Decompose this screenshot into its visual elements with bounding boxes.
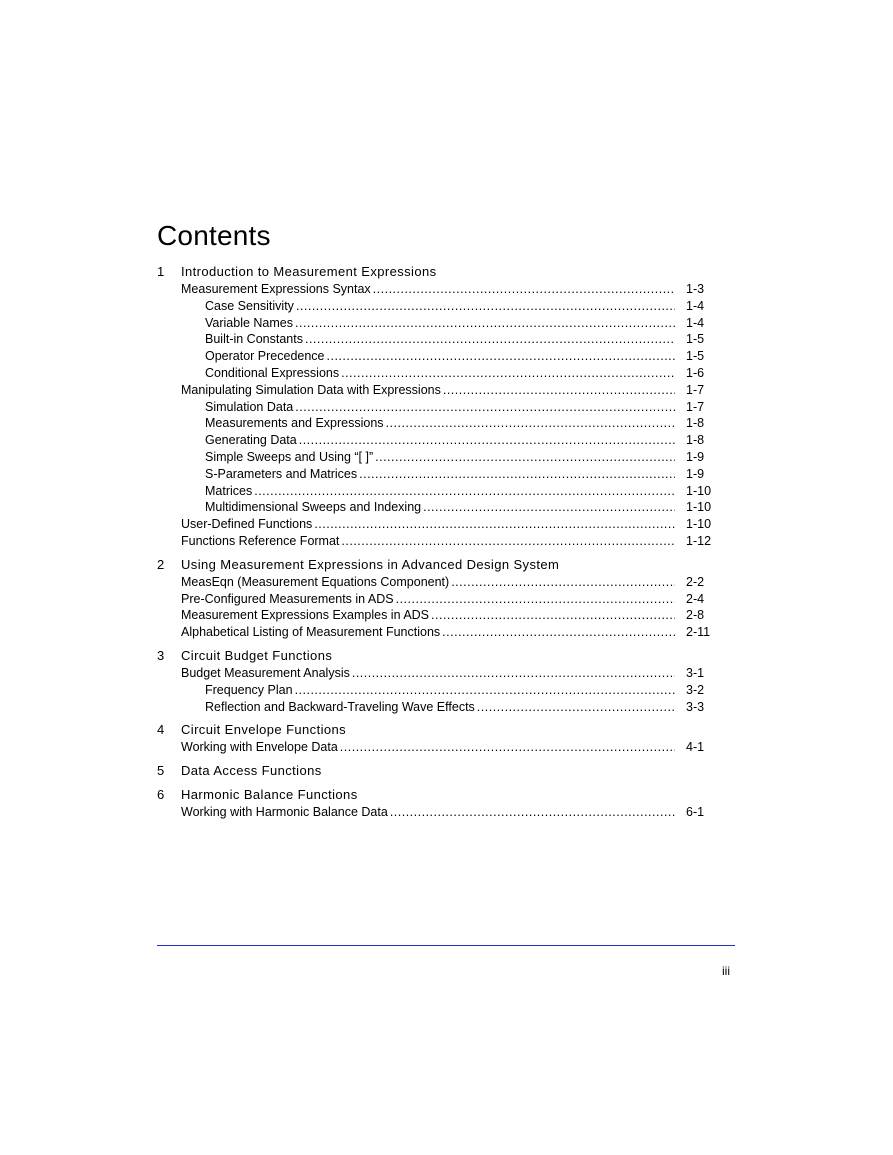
entry-page-number: 3-2 [686, 682, 705, 697]
entry-label-wrap [205, 298, 675, 315]
chapter-number: 5 [157, 763, 165, 779]
dot-leader [477, 699, 675, 716]
entry-label-wrap [181, 591, 675, 608]
toc-chapter [157, 647, 717, 715]
entry-label: Measurements and Expressions [205, 416, 384, 431]
entry-label: S-Parameters and Matrices [205, 466, 358, 481]
chapter-number: 1 [157, 264, 165, 279]
toc-subsection-entry[interactable] [157, 449, 717, 466]
chapter-heading[interactable] [157, 762, 717, 780]
toc-chapter [157, 762, 717, 780]
entry-page-number: 2-8 [686, 608, 705, 623]
entry-label-wrap [181, 607, 675, 624]
chapter-heading[interactable] [157, 647, 717, 665]
entry-label: Case Sensitivity [205, 298, 294, 313]
toc-subsection-entry[interactable] [157, 682, 717, 699]
entry-page-number: 1-8 [686, 416, 705, 431]
entry-page-number: 4-1 [686, 740, 705, 755]
dot-leader [327, 348, 675, 365]
entry-label-wrap [205, 331, 675, 348]
entry-page-number: 6-1 [686, 805, 705, 820]
dot-leader [341, 533, 675, 550]
dot-leader [299, 432, 675, 449]
entry-page-number: 1-9 [686, 449, 705, 464]
dot-leader [375, 449, 675, 466]
dot-leader [295, 315, 675, 332]
entry-label-wrap [205, 415, 675, 432]
entry-label: Working with Harmonic Balance Data [181, 805, 388, 820]
toc-subsection-entry[interactable] [157, 399, 717, 416]
chapter-number: 3 [157, 647, 165, 663]
toc-section-entry[interactable] [157, 607, 717, 624]
entry-label-wrap [181, 804, 675, 821]
dot-leader [373, 281, 675, 298]
entry-page-number: 1-5 [686, 349, 705, 364]
table-of-contents [157, 263, 717, 821]
entry-label: Budget Measurement Analysis [181, 665, 350, 680]
dot-leader [305, 331, 675, 348]
dot-leader [341, 365, 675, 382]
entry-label: Manipulating Simulation Data with Expressions [181, 382, 441, 397]
entry-label: Functions Reference Format [181, 533, 340, 548]
toc-chapter [157, 556, 717, 641]
toc-section-entry[interactable] [157, 591, 717, 608]
toc-chapter [157, 721, 717, 756]
toc-chapter [157, 786, 717, 821]
entry-page-number: 1-12 [686, 533, 712, 548]
entry-label: Conditional Expressions [205, 365, 340, 380]
entry-page-number: 2-4 [686, 591, 705, 606]
chapter-heading[interactable] [157, 721, 717, 739]
toc-subsection-entry[interactable] [157, 365, 717, 382]
chapter-title: Data Access Functions [181, 763, 322, 779]
dot-leader [314, 516, 675, 533]
toc-subsection-entry[interactable] [157, 348, 717, 365]
toc-section-entry[interactable] [157, 281, 717, 298]
chapter-title: Harmonic Balance Functions [181, 787, 358, 803]
entry-page-number: 1-3 [686, 282, 705, 296]
entry-page-number: 3-3 [686, 699, 705, 714]
chapter-title: Introduction to Measurement Expressions [181, 264, 437, 279]
entry-page-number: 1-4 [686, 315, 705, 330]
dot-leader [254, 483, 675, 500]
entry-page-number: 1-10 [686, 483, 712, 498]
toc-section-entry[interactable] [157, 804, 717, 821]
entry-label: Matrices [205, 483, 253, 498]
entry-label: Generating Data [205, 433, 297, 448]
dot-leader [390, 804, 675, 821]
entry-page-number: 1-10 [686, 517, 712, 532]
entry-label: Multidimensional Sweeps and Indexing [205, 500, 422, 515]
toc-subsection-entry[interactable] [157, 483, 717, 500]
toc-subsection-entry[interactable] [157, 298, 717, 315]
chapter-number: 6 [157, 787, 165, 803]
entry-page-number: 3-1 [686, 665, 705, 680]
dot-leader [431, 607, 675, 624]
entry-page-number: 1-6 [686, 365, 705, 380]
dot-leader [352, 665, 675, 682]
entry-label-wrap [205, 365, 675, 382]
entry-page-number: 1-9 [686, 466, 705, 481]
entry-page-number: 1-10 [686, 500, 712, 515]
entry-label: Pre-Configured Measurements in ADS [181, 591, 394, 606]
toc-subsection-entry[interactable] [157, 499, 717, 516]
entry-label-wrap [205, 682, 675, 699]
toc-subsection-entry[interactable] [157, 466, 717, 483]
dot-leader [451, 574, 675, 591]
entry-label: Measurement Expressions Examples in ADS [181, 608, 430, 623]
entry-label: Alphabetical Listing of Measurement Functions [181, 625, 441, 640]
chapter-number: 4 [157, 722, 165, 738]
dot-leader [396, 591, 675, 608]
chapter-title: Circuit Envelope Functions [181, 722, 347, 738]
dot-leader [442, 624, 675, 641]
toc-section-entry[interactable] [157, 533, 717, 550]
toc-section-entry[interactable] [157, 574, 717, 591]
toc-subsection-entry[interactable] [157, 315, 717, 332]
chapter-heading[interactable] [157, 786, 717, 804]
entry-label-wrap [205, 399, 675, 416]
dot-leader [295, 399, 675, 416]
chapter-number: 2 [157, 556, 165, 572]
dot-leader [423, 499, 675, 516]
dot-leader [443, 382, 675, 399]
entry-label-wrap [181, 665, 675, 682]
chapter-heading[interactable] [157, 263, 717, 281]
entry-label-wrap [205, 449, 675, 466]
entry-label-wrap [205, 699, 675, 716]
entry-label-wrap [205, 499, 675, 516]
entry-label: Reflection and Backward-Traveling Wave Effects [205, 699, 475, 714]
entry-label: MeasEqn (Measurement Equations Component) [181, 574, 450, 589]
toc-subsection-entry[interactable] [157, 331, 717, 348]
entry-label-wrap [205, 432, 675, 449]
entry-label-wrap [205, 483, 675, 500]
entry-label: Variable Names [205, 315, 294, 330]
entry-label-wrap [181, 739, 675, 756]
entry-label-wrap [181, 516, 675, 533]
toc-subsection-entry[interactable] [157, 415, 717, 432]
entry-page-number: 1-8 [686, 433, 705, 448]
entry-page-number: 1-5 [686, 332, 705, 347]
dot-leader [296, 298, 675, 315]
footer-rule [157, 945, 735, 946]
entry-page-number: 1-4 [686, 298, 705, 313]
entry-label-wrap [181, 281, 675, 298]
dot-leader [386, 415, 675, 432]
page-folio: iii [722, 964, 730, 978]
toc-subsection-entry[interactable] [157, 699, 717, 716]
toc-section-entry[interactable] [157, 382, 717, 399]
entry-label-wrap [181, 624, 675, 641]
entry-label: User-Defined Functions [181, 517, 313, 532]
entry-label-wrap [205, 315, 675, 332]
chapter-title: Circuit Budget Functions [181, 647, 333, 663]
entry-label-wrap [181, 382, 675, 399]
entry-label: Measurement Expressions Syntax [181, 282, 371, 296]
entry-label: Simulation Data [205, 399, 294, 414]
entry-label: Working with Envelope Data [181, 740, 338, 755]
dot-leader [340, 739, 675, 756]
toc-chapter [157, 263, 717, 550]
entry-page-number: 1-7 [686, 382, 705, 397]
entry-label: Simple Sweeps and Using “[ ]” [205, 449, 374, 464]
toc-section-entry[interactable] [157, 739, 717, 756]
toc-section-entry[interactable] [157, 624, 717, 641]
dot-leader [295, 682, 675, 699]
entry-page-number: 2-2 [686, 574, 705, 589]
entry-label-wrap [205, 348, 675, 365]
entry-label-wrap [205, 466, 675, 483]
page-title: Contents [157, 220, 271, 251]
entry-label-wrap [181, 574, 675, 591]
chapter-title: Using Measurement Expressions in Advanced Design System [181, 556, 560, 572]
entry-page-number: 1-7 [686, 399, 705, 414]
toc-subsection-entry[interactable] [157, 432, 717, 449]
entry-label: Frequency Plan [205, 682, 293, 697]
entry-label: Operator Precedence [205, 349, 325, 364]
entry-page-number: 2-11 [686, 625, 711, 640]
dot-leader [359, 466, 675, 483]
entry-label-wrap [181, 533, 675, 550]
toc-section-entry[interactable] [157, 516, 717, 533]
chapter-heading[interactable] [157, 556, 717, 574]
entry-label: Built-in Constants [205, 332, 303, 347]
toc-section-entry[interactable] [157, 665, 717, 682]
